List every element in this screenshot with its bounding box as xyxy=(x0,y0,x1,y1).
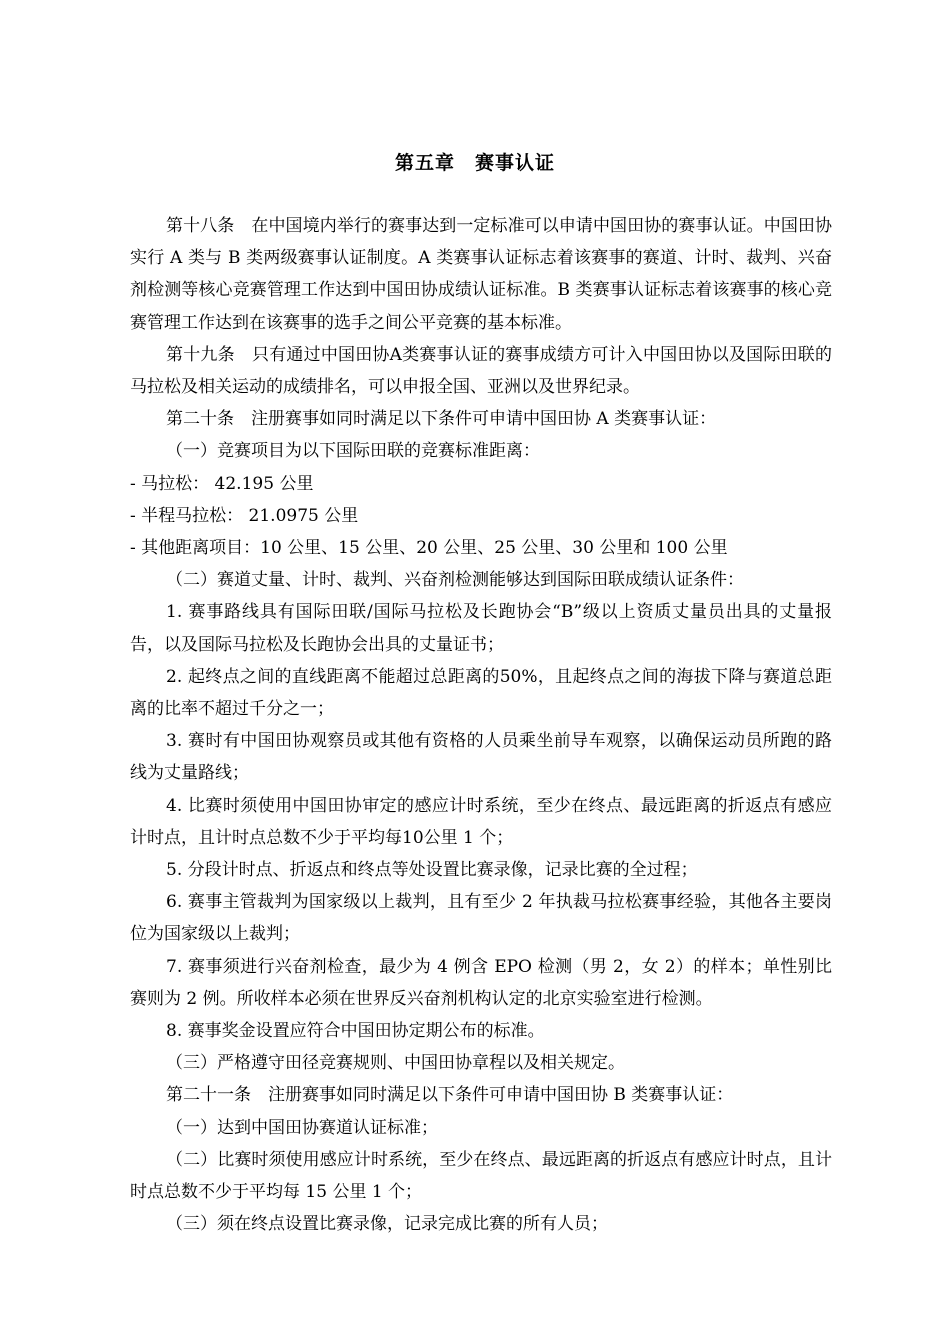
article-18-paragraph: 第十八条 在中国境内举行的赛事达到一定标准可以申请中国田协的赛事认证。中国田协实行 A 类与 B 类两级赛事认证制度。A 类赛事认证标志着该赛事的赛道、计时、裁判、兴奋剂检测等核心竞赛管理工作达到中国田协成绩认证标准。B 类赛事认证标志着该赛事的核心竞赛管理工作达到在该赛事的选手之间公平竞赛的基本标准。 xyxy=(130,216,832,333)
condition-4: 4. 比赛时须使用中国田协审定的感应计时系统，至少在终点、最远距离的折返点有感应计时点，且计时点总数不少于平均每10公里 1 个； xyxy=(130,795,832,848)
article-21-paragraph: 第二十一条 注册赛事如同时满足以下条件可申请中国田协 B 类赛事认证： xyxy=(166,1085,734,1106)
distance-other: - 其他距离项目：10 公里、15 公里、20 公里、25 公里、30 公里和 100 公里 xyxy=(130,538,728,559)
article-20-item-1: （一）竞赛项目为以下国际田联的竞赛标准距离： xyxy=(166,441,540,462)
condition-3: 3. 赛时有中国田协观察员或其他有资格的人员乘坐前导车观察，以确保运动员所跑的路线为丈量路线； xyxy=(130,731,832,784)
chapter-title: 第五章 赛事认证 xyxy=(394,152,555,174)
condition-8: 8. 赛事奖金设置应符合中国田协定期公布的标准。 xyxy=(166,1021,545,1042)
distance-half-marathon: - 半程马拉松： 21.0975 公里 xyxy=(130,505,359,526)
article-20-item-2: （二）赛道丈量、计时、裁判、兴奋剂检测能够达到国际田联成绩认证条件： xyxy=(166,570,744,591)
condition-5: 5. 分段计时点、折返点和终点等处设置比赛录像，记录比赛的全过程； xyxy=(166,860,698,881)
document-body xyxy=(130,210,832,1241)
distance-marathon: - 马拉松： 42.195 公里 xyxy=(130,473,314,494)
condition-2: 2. 起终点之间的直线距离不能超过总距离的50%，且起终点之间的海拔下降与赛道总距离的比率不超过千分之一； xyxy=(130,666,832,720)
article-20-paragraph: 第二十条 注册赛事如同时满足以下条件可申请中国田协 A 类赛事认证： xyxy=(166,409,717,430)
article-20-item-3: （三）严格遵守田径竞赛规则、中国田协章程以及相关规定。 xyxy=(166,1053,625,1074)
article-21-item-3: （三）须在终点设置比赛录像，记录完成比赛的所有人员； xyxy=(166,1214,608,1235)
article-19-paragraph: 第十九条 只有通过中国田协A类赛事认证的赛事成绩方可计入中国田协以及国际田联的马拉松及相关运动的成绩排名，可以申报全国、亚洲以及世界纪录。 xyxy=(130,344,832,398)
article-21-item-1: （一）达到中国田协赛道认证标准； xyxy=(166,1117,438,1138)
article-21-item-2: （二）比赛时须使用感应计时系统，至少在终点、最远距离的折返点有感应计时点，且计时点总数不少于平均每 15 公里 1 个； xyxy=(130,1149,832,1203)
condition-6: 6. 赛事主管裁判为国家级以上裁判，且有至少 2 年执裁马拉松赛事经验，其他各主要岗位为国家级以上裁判； xyxy=(130,892,832,945)
condition-1: 1. 赛事路线具有国际田联/国际马拉松及长跑协会“B”级以上资质丈量员出具的丈量报告，以及国际马拉松及长跑协会出具的丈量证书； xyxy=(130,602,832,655)
condition-7: 7. 赛事须进行兴奋剂检查，最少为 4 例含 EPO 检测（男 2，女 2）的样本；单性别比赛则为 2 例。所收样本必须在世界反兴奋剂机构认定的北京实验室进行检测。 xyxy=(130,956,832,1009)
